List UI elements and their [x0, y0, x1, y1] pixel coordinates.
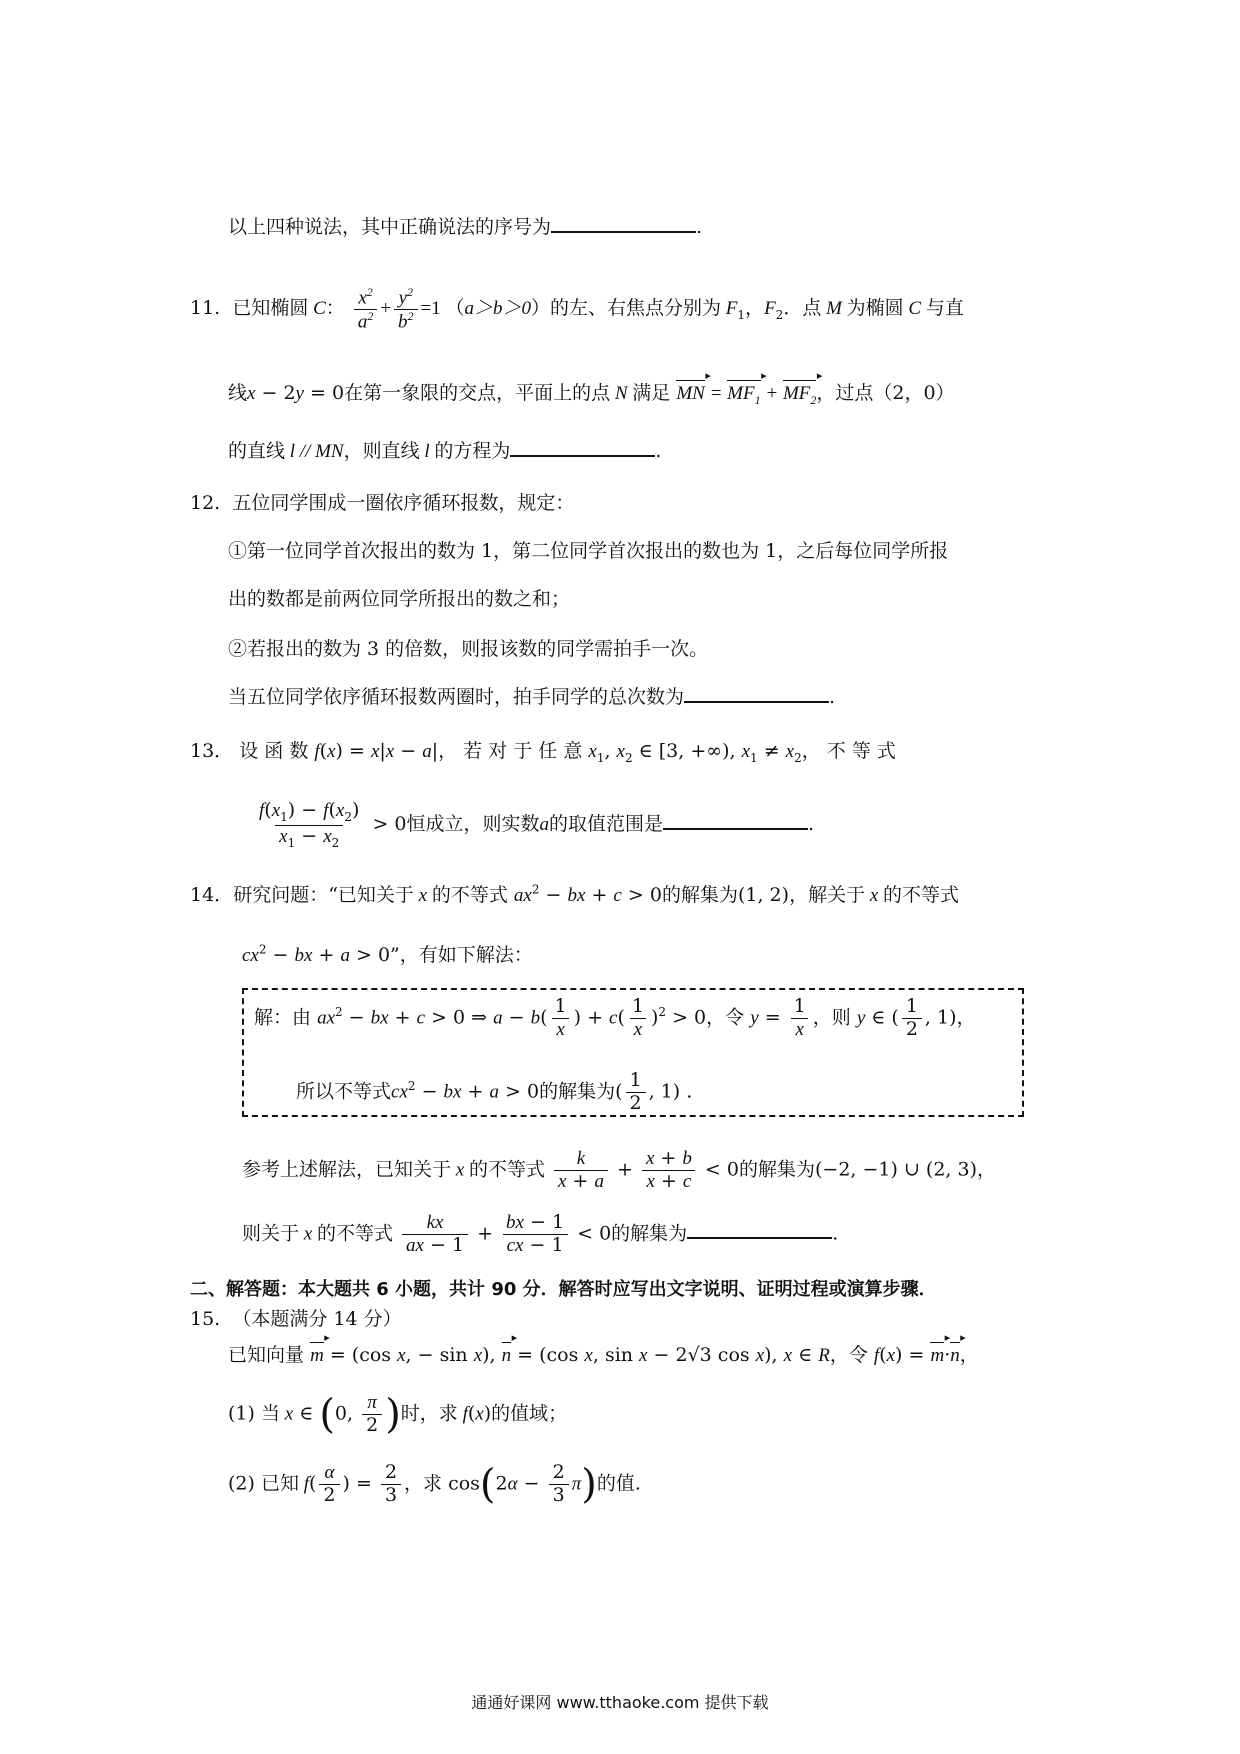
solution-line1: 解：由 $ax^2$ − bx + c > 0 ⇒ a − b( $\frac{1}{x}$ ) + c( $\frac{1}{x}$ )$^2$ > 0，令 y = $\frac{1}{x}$ ，则 y ∈ ( $\frac{1}{2}$ , 1)， — [254, 995, 976, 1040]
q12-rule1b: 出的数都是前两位同学所报出的数之和； — [228, 588, 571, 610]
q12-line1: 12. 五位同学围成一圈依序循环报数，规定： — [190, 492, 575, 514]
q14-line1: 14．研究问题：“已知关于 x 的不等式 $ax^2$ − bx + c > 0的解集为(1, 2)，解关于 x 的不等式 — [190, 882, 960, 906]
q15-part2: (2) 已知 f( $\frac{\alpha}{2}$ ) = $\frac{2}{3}$ ，求 cos(2α − $\frac{2}{3}$ π)的值. — [228, 1461, 641, 1508]
q12-rule1a: ①第一位同学首次报出的数为 1，第二位同学首次报出的数也为 1，之后每位同学所报 — [228, 540, 949, 562]
answer-blank — [687, 1219, 832, 1239]
q15-part1: (1) 当 x ∈ (0, $\frac{\pi}{2}$ )时，求 f(x)的值域； — [228, 1391, 568, 1438]
q12-rule2: ②若报出的数为 3 的倍数，则报该数的同学需拍手一次。 — [228, 638, 709, 660]
q11-line2: 线x − 2y = 0在第一象限的交点，平面上的点 N 满足 ▸ MN = ▸ $MF_1$ + ▸ $MF_2$，过点（2，0） — [228, 378, 955, 408]
q15-given: 已知向量 ▸ m = (cos x, − sin x), ▸ n = (cos x, sin x − 2√3 cos x), x ∈ R，令 f(x) = ▸ m·▸ n， — [228, 1340, 979, 1367]
answer-blank — [551, 213, 696, 233]
q12-ask: 当五位同学依序循环报数两圈时，拍手同学的总次数为 . — [228, 682, 835, 709]
q14-ref2: 则关于 x 的不等式 $\frac{kx}{ax - 1}$ + $\frac{bx - 1}{cx - 1}$ < 0的解集为 . — [242, 1211, 839, 1256]
q13-line1: 13． 设 函 数 f(x) = x|x − a|， 若 对 于 任 意 $x_1$, $x_2$ ∈ [3, +∞), $x_1 \ne x_2$， 不 等 式 — [190, 740, 896, 765]
q13-line2: $\frac{f(x_1) - f(x_2)}{x_1 - x_2}$ > 0恒成立，则实数a的取值范围是 . — [259, 799, 815, 850]
q15-header: 15. （本题满分 14 分） — [190, 1308, 402, 1330]
q10-tail: 以上四种说法，其中正确说法的序号为 . — [228, 212, 702, 239]
answer-blank — [510, 437, 655, 457]
q14-line2: $cx^2$ − bx + a > 0”，有如下解法： — [242, 942, 533, 966]
footer-credit: 通通好课网 www.tthaoke.com 提供下载 — [471, 1693, 769, 1712]
solution-line2: 所以不等式$cx^2$ − bx + a > 0的解集为( $\frac{1}{2}$ , 1) . — [296, 1069, 693, 1114]
q14-ref1: 参考上述解法，已知关于 x 的不等式 $\frac{k}{x + a}$ + $\frac{x + b}{x + c}$ < 0的解集为(−2, −1) ∪ (2, 3)， — [242, 1147, 997, 1192]
answer-blank — [684, 683, 829, 703]
q11-line1: 11. 已知椭圆 C： $\frac{x^2}{a^2}$ + $\frac{y^2}{b^2}$ =1 （a＞b＞0）的左、右焦点分别为 $F_1$，$F_2$．点 M 为椭圆 C 与直 — [190, 285, 964, 333]
answer-blank — [663, 810, 808, 830]
section-heading: 二、解答题：本大题共 6 小题，共计 90 分．解答时应写出文字说明、证明过程或演算步骤． — [190, 1279, 937, 1300]
q11-line3: 的直线 l // MN，则直线 l 的方程为 . — [228, 436, 661, 463]
